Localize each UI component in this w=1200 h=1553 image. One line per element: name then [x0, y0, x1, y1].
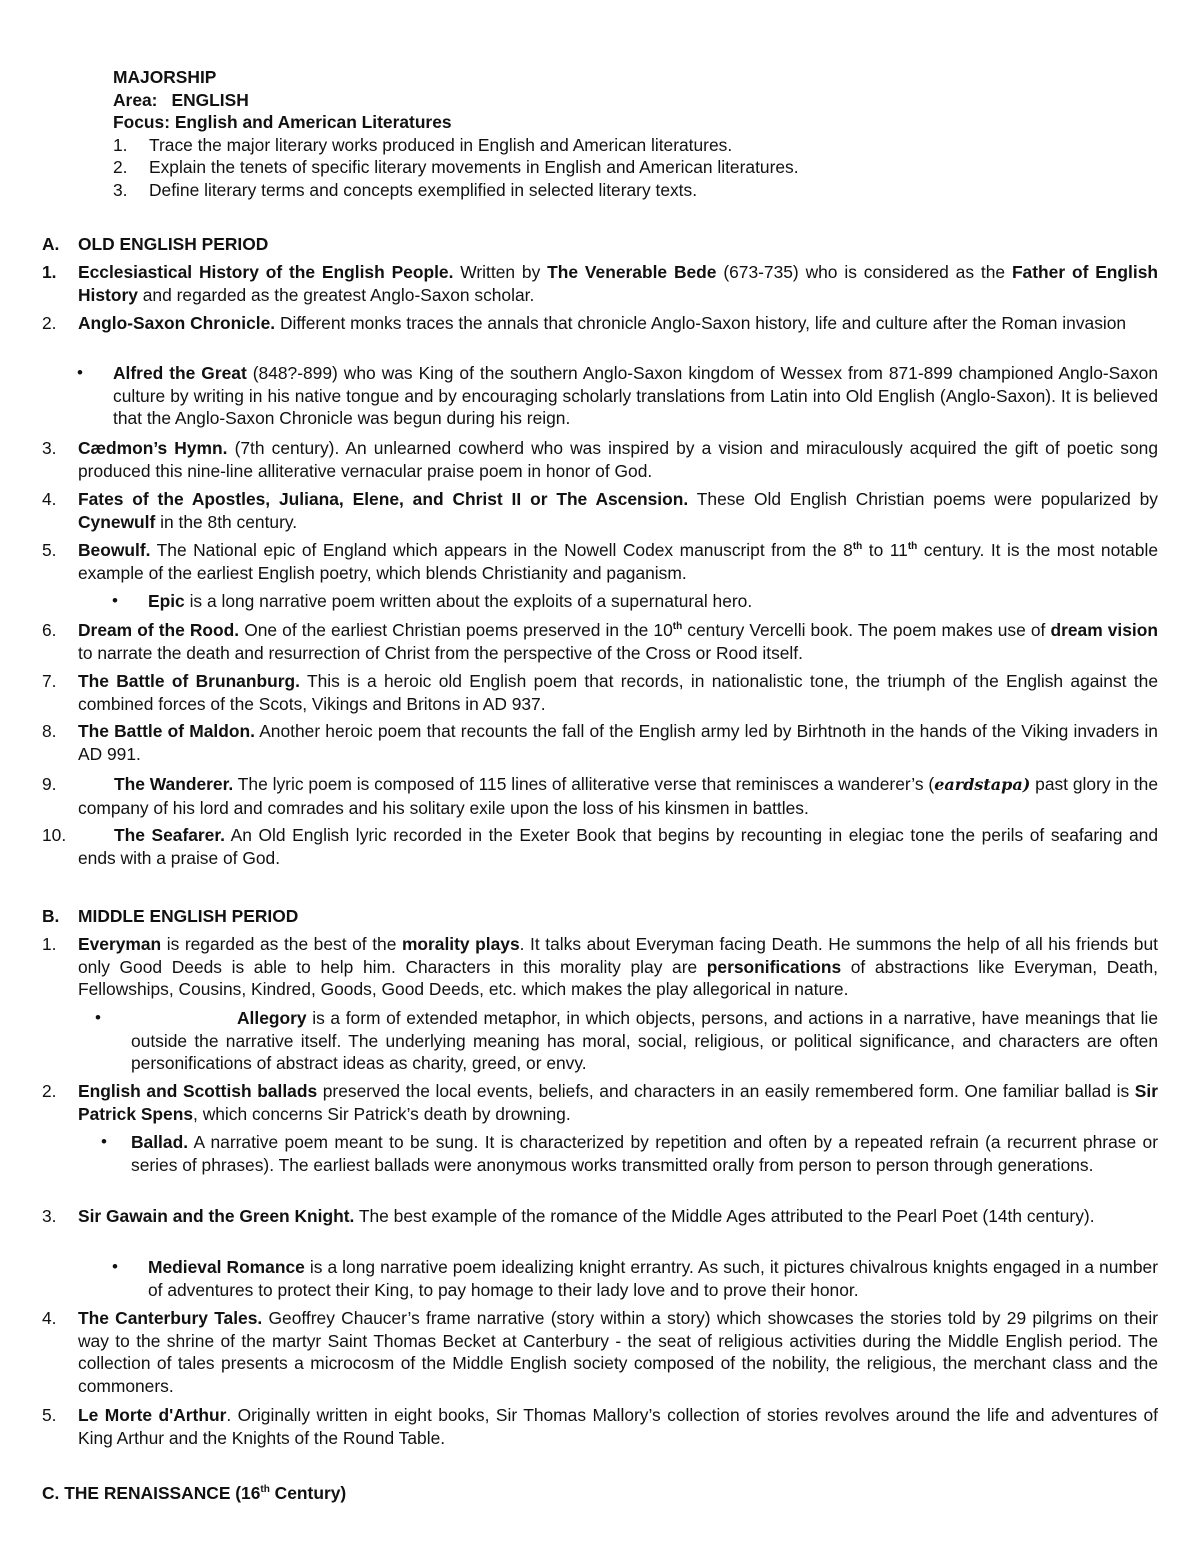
bullet-item: • Ballad. A narrative poem meant to be sung. It is characterized by repetition and often by a repeated refrain (a recurrent phrase or series of phrases). The earliest ballads were anonymous works transmitted orally from person to person through generations.: [101, 1132, 1158, 1175]
list-item: 3. Cædmon’s Hymn. (7th century). An unlearned cowherd who was inspired by a vision and miraculously acquired the gift of poetic song produced this nine-line alliterative vernacular praise poem in honor of God.: [42, 438, 1158, 481]
objective-item: 1. Trace the major literary works produced in English and American literatures.: [113, 134, 733, 155]
list-item: 1. Everyman is regarded as the best of the morality plays. It talks about Everyman facing Death. He summons the help of all his friends but only Good Deeds is able to help him. Characters in this morality play are personifications of abstractions like Everyman, Death, Fellowships, Cousins, Kindred, Goods, Good Deeds, etc. which makes the play allegorical in nature.: [42, 934, 1158, 1000]
list-item: 8. The Battle of Maldon. Another heroic poem that recounts the fall of the English army led by Birhtnoth in the hands of the Viking invaders in AD 991.: [42, 721, 1158, 764]
bullet-item: • Epic is a long narrative poem written about the exploits of a supernatural hero.: [112, 591, 753, 611]
section-a-heading: A. OLD ENGLISH PERIOD: [42, 234, 269, 254]
bullet-item: • Medieval Romance is a long narrative poem idealizing knight errantry. As such, it pictures chivalrous knights engaged in a number of adventures to protect their King, to pay homage to their lady love and to prove their honor.: [112, 1257, 1159, 1300]
focus-line: Focus: English and American Literatures: [113, 112, 452, 133]
list-item: 7. The Battle of Brunanburg. This is a heroic old English poem that records, in nationalistic tone, the triumph of the English against the combined forces of the Scots, Vikings and Britons in AD 937.: [42, 671, 1158, 714]
list-item: 1. Ecclesiastical History of the English People. Written by The Venerable Bede (673-735) who is considered as the Father of English History and regarded as the greatest Anglo-Saxon scholar.: [42, 262, 1159, 305]
list-item: 3. Sir Gawain and the Green Knight. The best example of the romance of the Middle Ages attributed to the Pearl Poet (14th century).: [42, 1206, 1095, 1226]
bullet-item: • Alfred the Great (848?-899) who was King of the southern Anglo-Saxon kingdom of Wessex from 871-899 championed Anglo-Saxon culture by writing in his native tongue and by encouraging scholarly translations from Latin into Old English (Anglo-Saxon). It is believed that the Anglo-Saxon Chronicle was begun during his reign.: [77, 363, 1158, 429]
list-item: 4. Fates of the Apostles, Juliana, Elene, and Christ II or The Ascension. These Old English Christian poems were popularized by Cynewulf in the 8th century.: [42, 489, 1158, 532]
objective-item: 2. Explain the tenets of specific literary movements in English and American literatures.: [113, 157, 799, 178]
list-item: 5. Le Morte d'Arthur. Originally written in eight books, Sir Thomas Mallory’s collection of stories revolves around the life and adventures of King Arthur and the Knights of the Round Table.: [42, 1405, 1158, 1448]
list-item: 9. The Wanderer. The lyric poem is composed of 115 lines of alliterative verse that reminisces a wanderer’s (eardstapa) past glory in the company of his lord and comrades and his solitary exile upon the loss of his kinsmen in battles.: [42, 774, 1159, 818]
list-item: 4. The Canterbury Tales. Geoffrey Chaucer’s frame narrative (story within a story) which showcases the stories told by 29 pilgrims on their way to the shrine of the martyr Saint Thomas Becket at Canterbury - the seat of religious activities during the Middle English period. The collection of tales presents a microcosm of the Middle English society composed of the nobility, the religious, the merchant class and the commoners.: [42, 1308, 1158, 1396]
header-title: MAJORSHIP: [113, 67, 217, 87]
list-item: 6. Dream of the Rood. One of the earliest Christian poems preserved in the 10th century Vercelli book. The poem makes use of dream vision to narrate the death and resurrection of Christ from the perspective of the Cross or Rood itself.: [42, 620, 1158, 663]
list-item: 5. Beowulf. The National epic of England which appears in the Nowell Codex manuscript from the 8th to 11th century. It is the most notable example of the earliest English poetry, which blends Christianity and paganism.: [42, 540, 1158, 583]
objective-item: 3. Define literary terms and concepts exemplified in selected literary texts.: [113, 179, 698, 200]
list-item: 2. English and Scottish ballads preserved the local events, beliefs, and characters in an easily remembered form. One familiar ballad is Sir Patrick Spens, which concerns Sir Patrick’s death by drowning.: [42, 1081, 1158, 1124]
section-c-heading: C. THE RENAISSANCE (16th Century): [42, 1483, 347, 1503]
list-item: 10. The Seafarer. An Old English lyric recorded in the Exeter Book that begins by recounting in elegiac tone the perils of seafaring and ends with a praise of God.: [42, 825, 1158, 868]
majorship-header: [113, 66, 1113, 202]
section-b-heading: B. MIDDLE ENGLISH PERIOD: [42, 906, 299, 926]
area-value: ENGLISH: [171, 89, 249, 110]
bullet-item: • Allegory is a form of extended metaphor, in which objects, persons, and actions in a narrative, have meanings that lie outside the narrative itself. The underlying meaning has moral, social, religious, or political significance, and characters are often personifications of abstract ideas as charity, greed, or envy.: [95, 1008, 1158, 1074]
area-label: Area:: [113, 89, 158, 110]
list-item: 2. Anglo-Saxon Chronicle. Different monks traces the annals that chronicle Anglo-Saxon history, life and culture after the Roman invasion: [42, 313, 1127, 333]
